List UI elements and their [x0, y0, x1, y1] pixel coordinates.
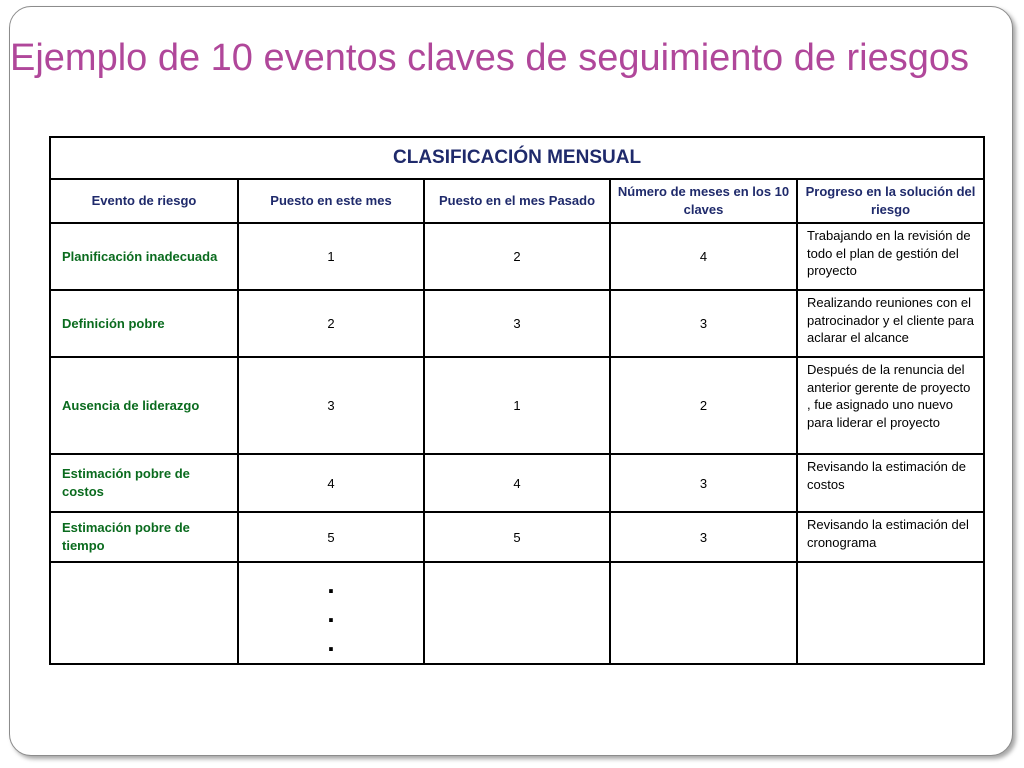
continuation-dot: .: [327, 626, 335, 657]
this-month-cell: 2: [238, 290, 424, 357]
progress-cell: Trabajando en la revisión de todo el plan de gestión del proyecto: [797, 223, 984, 290]
last-month-cell: 2: [424, 223, 610, 290]
this-month-cell: 3: [238, 357, 424, 454]
header-months-in-top10: Número de meses en los 10 claves: [610, 179, 797, 223]
last-month-cell: 3: [424, 290, 610, 357]
header-event: Evento de riesgo: [50, 179, 238, 223]
column-header-row: [50, 179, 984, 223]
this-month-cell: 4: [238, 454, 424, 512]
event-cell: Estimación pobre de costos: [50, 454, 238, 512]
this-month-cell: 1: [238, 223, 424, 290]
empty-cell: [610, 562, 797, 664]
event-cell: Definición pobre: [50, 290, 238, 357]
table-row: [50, 512, 984, 562]
table-row: [50, 223, 984, 290]
header-progress: Progreso en la solución del riesgo: [797, 179, 984, 223]
event-cell: Planificación inadecuada: [50, 223, 238, 290]
event-cell: Ausencia de liderazgo: [50, 357, 238, 454]
progress-cell: Revisando la estimación de costos: [797, 454, 984, 512]
progress-cell: Revisando la estimación del cronograma: [797, 512, 984, 562]
risk-classification-table: [49, 136, 985, 665]
progress-cell: Después de la renuncia del anterior gerente de proyecto , fue asignado uno nuevo para liderar el proyecto: [797, 357, 984, 454]
table-row: [50, 357, 984, 454]
table-row: [50, 290, 984, 357]
empty-cell: [424, 562, 610, 664]
empty-cell: [797, 562, 984, 664]
last-month-cell: 5: [424, 512, 610, 562]
months-in-top10-cell: 3: [610, 512, 797, 562]
slide-title: Ejemplo de 10 eventos claves de seguimiento de riesgos: [10, 37, 970, 79]
months-in-top10-cell: 3: [610, 290, 797, 357]
months-in-top10-cell: 3: [610, 454, 797, 512]
this-month-cell: 5: [238, 512, 424, 562]
continuation-dot: .: [327, 568, 335, 599]
months-in-top10-cell: 2: [610, 357, 797, 454]
empty-cell: [50, 562, 238, 664]
last-month-cell: 4: [424, 454, 610, 512]
months-in-top10-cell: 4: [610, 223, 797, 290]
last-month-cell: 1: [424, 357, 610, 454]
header-last-month: Puesto en el mes Pasado: [424, 179, 610, 223]
table-caption: CLASIFICACIÓN MENSUAL: [50, 137, 984, 179]
continuation-dot: .: [327, 597, 335, 628]
continuation-dots: [238, 562, 424, 664]
event-cell: Estimación pobre de tiempo: [50, 512, 238, 562]
table-row: [50, 454, 984, 512]
progress-cell: Realizando reuniones con el patrocinador y el cliente para aclarar el alcance: [797, 290, 984, 357]
continuation-row: [50, 562, 984, 664]
header-this-month: Puesto en este mes: [238, 179, 424, 223]
